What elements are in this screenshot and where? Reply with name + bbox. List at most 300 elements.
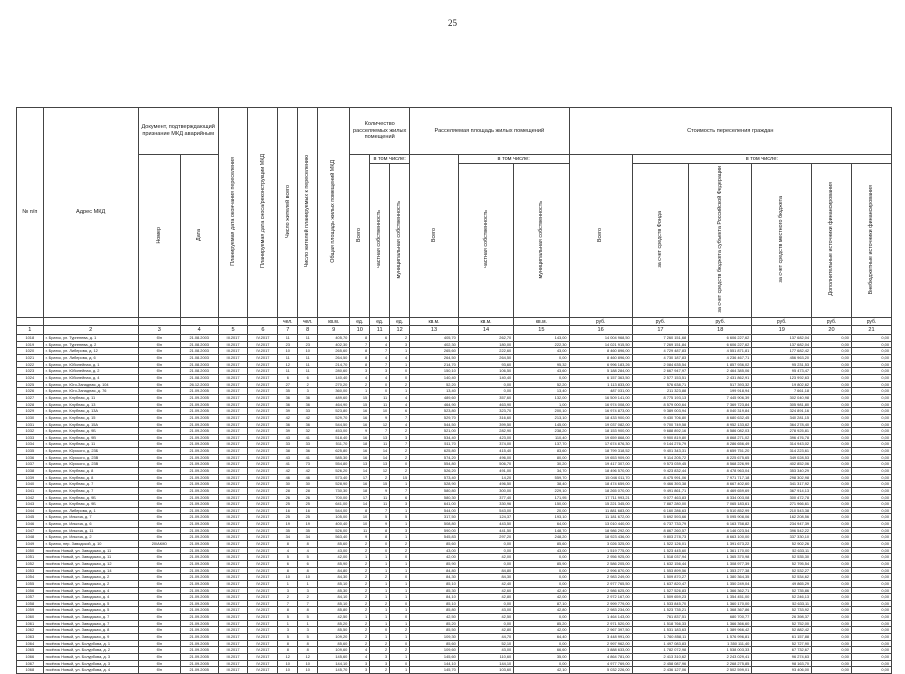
table-cell: III.2017 xyxy=(218,587,248,594)
unit-cell: чел. xyxy=(278,318,298,326)
table-cell: 16 xyxy=(350,454,370,461)
table-cell: 17 xyxy=(350,474,370,481)
table-cell: 506,70 xyxy=(458,461,513,468)
table-cell: 518,40 xyxy=(318,434,350,441)
table-cell: 2 xyxy=(370,640,390,647)
table-cell: IV.2017 xyxy=(248,448,278,455)
table-cell: 4 xyxy=(350,375,370,382)
table-cell: III.2017 xyxy=(218,527,248,534)
table-cell: 1037 xyxy=(17,461,44,468)
table-cell: IV.2017 xyxy=(248,468,278,475)
unit-cell: руб. xyxy=(752,318,812,326)
table-cell: 300 472,78 xyxy=(752,494,812,501)
table-cell: 0,00 xyxy=(812,348,852,355)
table-cell: IV.2017 xyxy=(248,481,278,488)
table-cell: 2 667 947,97 xyxy=(632,368,688,375)
table-cell: 270,20 xyxy=(318,381,350,388)
table-cell: 105,00 xyxy=(318,514,350,521)
table-cell: 544,00 xyxy=(318,507,350,514)
table-header xyxy=(17,108,892,335)
table-cell: 8 659 751,20 xyxy=(689,448,752,455)
table-cell: 0 xyxy=(390,614,410,621)
table-cell: 1 xyxy=(390,607,410,614)
table-cell: 21.09.2005 xyxy=(180,547,218,554)
table-cell: 0,00 xyxy=(514,580,569,587)
table-cell: 28 xyxy=(278,487,298,494)
table-cell: 1064 xyxy=(17,640,44,647)
table-cell: 5 692 593,66 xyxy=(632,514,688,521)
table-cell: 1047 xyxy=(17,527,44,534)
table-cell: 0,00 xyxy=(458,560,513,567)
table-cell: IV.2017 xyxy=(248,507,278,514)
table-cell: 3 026 325,00 xyxy=(569,541,632,548)
table-cell: 1 523 735,21 xyxy=(632,607,688,614)
table-cell: б/н xyxy=(138,653,180,660)
table-cell: 7 xyxy=(390,414,410,421)
table-cell: IV.2017 xyxy=(248,388,278,395)
table-cell: 543,00 xyxy=(458,507,513,514)
table-cell: б/н xyxy=(138,468,180,475)
table-cell: 85,20 xyxy=(318,620,350,627)
table-cell: III.2017 xyxy=(218,501,248,508)
header-cost-incl: в том числе: xyxy=(632,155,891,164)
table-cell: 8 040 319,84 xyxy=(689,408,752,415)
table-cell: 1 391 673,22 xyxy=(689,541,752,548)
table-cell: 19 659 868,00 xyxy=(569,434,632,441)
table-cell: 238,20 xyxy=(514,428,569,435)
table-cell: 9 xyxy=(370,521,390,528)
table-cell: 2 xyxy=(390,647,410,654)
table-cell: 0,00 xyxy=(851,653,891,660)
table-cell: 264,50 xyxy=(458,355,513,362)
table-cell: 1 xyxy=(278,580,298,587)
table-cell: 1 782 072,98 xyxy=(632,647,688,654)
table-cell: г. Братск, ул. Юрского, д. 23В xyxy=(43,461,138,468)
table-cell: 34 xyxy=(278,534,298,541)
table-cell: 8 xyxy=(350,355,370,362)
table-cell: 42,00 xyxy=(318,554,350,561)
table-cell: 43 xyxy=(278,434,298,441)
table-cell: 6 606 227,62 xyxy=(689,341,752,348)
table-cell: 0,00 xyxy=(812,421,852,428)
table-cell: 9 xyxy=(370,487,390,494)
table-cell: 49 865,29 xyxy=(752,580,812,587)
table-cell: 1 xyxy=(390,348,410,355)
table-cell: 1 518 766,33 xyxy=(632,620,688,627)
table-cell: III.2017 xyxy=(218,614,248,621)
table-cell: 85,20 xyxy=(410,620,459,627)
table-cell: 132,00 xyxy=(514,394,569,401)
table-row xyxy=(17,567,892,574)
table-cell: б/н xyxy=(138,547,180,554)
table-cell: 1 xyxy=(390,507,410,514)
table-cell: 21.09.2005 xyxy=(180,481,218,488)
table-cell: б/н xyxy=(138,554,180,561)
table-cell: 1 xyxy=(390,481,410,488)
header-area-total: Всего xyxy=(410,155,459,318)
table-cell: 10 xyxy=(350,521,370,528)
table-cell: 18 474 659,00 xyxy=(569,481,632,488)
table-cell: 402,30 xyxy=(410,341,459,348)
table-cell: 106,50 xyxy=(458,368,513,375)
table-cell: 16 xyxy=(350,448,370,455)
table-cell: 52 735,86 xyxy=(752,587,812,594)
table-row xyxy=(17,614,892,621)
table-cell: 625,80 xyxy=(410,448,459,455)
table-cell: 140,40 xyxy=(318,375,350,382)
table-cell: IV.2017 xyxy=(248,567,278,574)
table-cell: 4 xyxy=(390,421,410,428)
table-cell: 0,00 xyxy=(812,514,852,521)
table-cell: 21.09.2005 xyxy=(180,534,218,541)
table-cell: 8 xyxy=(350,507,370,514)
table-cell: 85,30 xyxy=(318,587,350,594)
table-cell: 2 268 275,85 xyxy=(689,660,752,667)
table-cell: 526,20 xyxy=(410,468,459,475)
table-cell: 0,00 xyxy=(851,481,891,488)
table-cell: 8 868 271,02 xyxy=(689,434,752,441)
table-cell: 95 231,53 xyxy=(752,361,812,368)
table-row xyxy=(17,474,892,481)
table-cell: 0,00 xyxy=(812,660,852,667)
column-number-cell: 7 xyxy=(278,326,298,335)
table-cell: 1 xyxy=(390,534,410,541)
table-cell: 6 xyxy=(298,560,318,567)
table-cell: 4 864 781,00 xyxy=(569,653,632,660)
column-numbers-row xyxy=(17,326,892,335)
table-cell: 9 401 343,31 xyxy=(632,448,688,455)
table-cell: 124,37 xyxy=(458,514,513,521)
table-cell: г. Братск, ул. Ильича, д. 2 xyxy=(43,534,138,541)
table-cell: 2 xyxy=(350,541,370,548)
header-cost-fund: за счет средств Фонда xyxy=(632,164,688,318)
table-cell: 16 xyxy=(298,507,318,514)
table-cell: 26.12.2003 xyxy=(180,381,218,388)
table-cell: 2 464 385,06 xyxy=(689,368,752,375)
table-cell: 0 xyxy=(390,554,410,561)
table-cell: б/н xyxy=(138,640,180,647)
table-cell: 0,00 xyxy=(812,600,852,607)
table-cell: 1025 xyxy=(17,381,44,388)
table-cell: б/н xyxy=(138,368,180,375)
table-cell: 36 xyxy=(278,394,298,401)
table-cell: 46 xyxy=(278,474,298,481)
table-cell: 8 952 133,62 xyxy=(689,421,752,428)
table-cell: 1065 xyxy=(17,647,44,654)
table-cell: 1036 xyxy=(17,454,44,461)
table-cell: б/н xyxy=(138,454,180,461)
table-cell: г. Братск, ул. Клубная, д. 9Б xyxy=(43,428,138,435)
table-cell: 1 518 037,94 xyxy=(632,554,688,561)
table-cell: 84,80 xyxy=(410,567,459,574)
table-cell: 2 xyxy=(350,567,370,574)
table-cell: 2 xyxy=(350,587,370,594)
table-cell: 0,00 xyxy=(812,640,852,647)
table-cell: 580,80 xyxy=(410,487,459,494)
table-cell: III.2017 xyxy=(218,547,248,554)
table-cell: 0,00 xyxy=(851,428,891,435)
page-number: 25 xyxy=(448,18,457,28)
table-cell: 5 xyxy=(298,634,318,641)
table-cell: 0,00 xyxy=(812,341,852,348)
table-cell: 8 680 632,45 xyxy=(689,414,752,421)
table-cell: 52,20 xyxy=(514,381,569,388)
table-cell: 0,00 xyxy=(812,594,852,601)
table-cell: III.2017 xyxy=(218,355,248,362)
table-cell: III.2017 xyxy=(218,494,248,501)
table-cell: 330,96 xyxy=(458,501,513,508)
unit-cell: кв.м. xyxy=(410,318,459,326)
table-cell: IV.2017 xyxy=(248,534,278,541)
table-cell: 85,60 xyxy=(410,640,459,647)
table-cell: 9 xyxy=(370,414,390,421)
table-cell: б/н xyxy=(138,388,180,395)
table-cell: 4 xyxy=(370,355,390,362)
table-cell: г. Братск, ул. Юго-Западная, д. 104 xyxy=(43,381,138,388)
table-cell: 2 xyxy=(370,574,390,581)
table-cell: 1 366 362,71 xyxy=(689,587,752,594)
table-cell: 52 795,54 xyxy=(752,560,812,567)
table-cell: 1051 xyxy=(17,554,44,561)
table-cell: 1044 xyxy=(17,507,44,514)
table-cell: 21.09.2005 xyxy=(180,421,218,428)
table-cell: 21.09.2005 xyxy=(180,461,218,468)
table-cell: б/н xyxy=(138,514,180,521)
table-cell: 1 xyxy=(298,580,318,587)
table-cell: III.2017 xyxy=(218,567,248,574)
header-rooms-group: Количество расселяемых жилых помещений xyxy=(350,108,410,155)
table-cell: 38,40 xyxy=(514,481,569,488)
table-cell: 25 xyxy=(298,501,318,508)
table-cell: б/н xyxy=(138,594,180,601)
table-cell: 21.09.2005 xyxy=(180,560,218,567)
column-number-cell: 3 xyxy=(138,326,180,335)
table-row xyxy=(17,394,892,401)
table-row xyxy=(17,507,892,514)
table-cell: 42,40 xyxy=(514,587,569,594)
table-cell: посёлок Новый, ул. Заводская, д. 5 xyxy=(43,607,138,614)
column-number-cell: 6 xyxy=(248,326,278,335)
table-cell: III.2017 xyxy=(218,414,248,421)
table-cell: 1 xyxy=(390,587,410,594)
table-cell: 84,80 xyxy=(458,567,513,574)
table-cell: б/н xyxy=(138,441,180,448)
table-cell: 2 243 029,41 xyxy=(689,653,752,660)
table-cell: 1 553 899,56 xyxy=(632,567,688,574)
table-cell: б/н xyxy=(138,501,180,508)
table-cell: 12 xyxy=(278,653,298,660)
table-cell: 2 xyxy=(390,547,410,554)
table-cell: 324 891,16 xyxy=(752,408,812,415)
table-cell: 42,00 xyxy=(514,627,569,634)
table-cell: 0,00 xyxy=(812,388,852,395)
table-cell: 2 xyxy=(350,594,370,601)
table-row xyxy=(17,560,892,567)
table-cell: г. Братск, ул. Юбилейная, д. 2 xyxy=(43,368,138,375)
table-cell: 7 661,18 xyxy=(752,388,812,395)
table-cell: 3 xyxy=(390,341,410,348)
table-cell: 8 568 226,99 xyxy=(689,461,752,468)
header-number: № п/п xyxy=(17,108,44,318)
table-cell: 21.09.2005 xyxy=(180,388,218,395)
table-cell: 41 xyxy=(278,461,298,468)
table-cell: б/н xyxy=(138,434,180,441)
table-cell: 1 576 996,81 xyxy=(689,634,752,641)
table-cell: 21.08.2003 xyxy=(180,341,218,348)
table-cell: 8 286 656,49 xyxy=(689,441,752,448)
table-cell: 590,00 xyxy=(410,527,459,534)
table-cell: 15 221 345,00 xyxy=(569,501,632,508)
header-doc-date: Дата xyxy=(180,155,218,318)
table-cell: 0,00 xyxy=(812,375,852,382)
table-cell: 1052 xyxy=(17,560,44,567)
table-cell: 21.09.2005 xyxy=(180,474,218,481)
table-cell: 32 xyxy=(298,428,318,435)
table-cell: 42,80 xyxy=(458,594,513,601)
table-cell: 52 246,13 xyxy=(752,594,812,601)
table-cell: 0,00 xyxy=(851,474,891,481)
table-cell: 0,00 xyxy=(851,507,891,514)
table-cell: 52,20 xyxy=(410,381,459,388)
table-cell: 1053 xyxy=(17,567,44,574)
table-cell: б/н xyxy=(138,521,180,528)
table-cell: 9 430 706,80 xyxy=(632,414,688,421)
table-cell: 9 803 278,73 xyxy=(632,534,688,541)
table-cell: 95 473,47 xyxy=(752,368,812,375)
table-cell: 0,00 xyxy=(812,454,852,461)
table-row xyxy=(17,355,892,362)
table-cell: 21.09.2005 xyxy=(180,494,218,501)
table-cell: 52 752,00 xyxy=(752,620,812,627)
table-cell: 353 340,29 xyxy=(752,468,812,475)
table-cell: посёлок Новый, ул. Болурбова, д. 1 xyxy=(43,640,138,647)
table-cell: 30 xyxy=(278,481,298,488)
table-cell: 98 163,70 xyxy=(752,660,812,667)
table-cell: г. Братск, ул. Юго-Западная, д. 76 xyxy=(43,388,138,395)
table-cell: 0,00 xyxy=(812,667,852,674)
table-cell: посёлок Новый, ул. Заводская, д. 2 xyxy=(43,574,138,581)
table-cell: 137,70 xyxy=(514,441,569,448)
table-cell: г. Братск, ул. Клубная, д. 9Б xyxy=(43,501,138,508)
table-cell: 1 527 526,83 xyxy=(632,587,688,594)
table-cell: 6 157 363,50 xyxy=(569,375,632,382)
table-cell: 464,90 xyxy=(410,401,459,408)
table-cell: 1041 xyxy=(17,487,44,494)
table-cell: 2 971 520,00 xyxy=(569,620,632,627)
table-cell: 1031 xyxy=(17,421,44,428)
table-cell: 7 xyxy=(370,507,390,514)
table-cell: 16 xyxy=(350,421,370,428)
table-cell: 5 xyxy=(298,554,318,561)
table-cell: 42,60 xyxy=(458,587,513,594)
table-cell: 1 350 111,40 xyxy=(689,640,752,647)
table-cell: 489,60 xyxy=(318,394,350,401)
table-cell: г. Братск, ул. Ильича, д. 7 xyxy=(43,514,138,521)
table-cell: IV.2017 xyxy=(248,600,278,607)
column-number-cell: 1 xyxy=(17,326,44,335)
table-cell: 0,00 xyxy=(851,448,891,455)
table-cell: 6 xyxy=(278,560,298,567)
table-cell: 2 xyxy=(390,541,410,548)
table-cell: б/н xyxy=(138,587,180,594)
table-cell: 487 031,00 xyxy=(569,388,632,395)
table-cell: III.2017 xyxy=(218,421,248,428)
column-number-cell: 9 xyxy=(318,326,350,335)
table-cell: 21.09.2005 xyxy=(180,514,218,521)
table-cell: 9 900 819,80 xyxy=(632,434,688,441)
table-cell: 214,70 xyxy=(318,361,350,368)
table-cell: 0,00 xyxy=(812,547,852,554)
table-cell: 0,00 xyxy=(812,408,852,415)
table-cell: 143,00 xyxy=(514,335,569,342)
table-cell: 11 181 672,00 xyxy=(569,514,632,521)
table-cell: 0 xyxy=(390,368,410,375)
table-cell: 10 xyxy=(278,667,298,674)
table-cell: 761 837,51 xyxy=(632,614,688,621)
table-cell: 64,00 xyxy=(514,521,569,528)
table-cell: 21.09.2005 xyxy=(180,594,218,601)
table-row xyxy=(17,454,892,461)
table-cell: 528,90 xyxy=(318,481,350,488)
table-cell: 1066 xyxy=(17,653,44,660)
table-cell: посёлок Новый, ул. Болурбова, д. 2 xyxy=(43,647,138,654)
table-cell: III.2017 xyxy=(218,394,248,401)
table-cell: 16 xyxy=(350,434,370,441)
table-cell: 4 xyxy=(350,653,370,660)
table-cell: 0,00 xyxy=(851,394,891,401)
table-cell: посёлок Новый, ул. Заводская, д. 7 xyxy=(43,620,138,627)
table-cell: 7 xyxy=(350,341,370,348)
table-cell: 1049 xyxy=(17,541,44,548)
table-cell: 496,50 xyxy=(458,481,513,488)
table-cell: б/н xyxy=(138,494,180,501)
table-cell: 9 700 749,58 xyxy=(632,421,688,428)
table-cell: 234 947,39 xyxy=(752,521,812,528)
table-cell: 85,60 xyxy=(318,541,350,548)
table-cell: 4 xyxy=(298,547,318,554)
table-cell: 9 114 205,72 xyxy=(632,454,688,461)
table-cell: 85,10 xyxy=(318,600,350,607)
table-cell: б/н xyxy=(138,414,180,421)
table-cell: 585,30 xyxy=(318,454,350,461)
table-cell: 85,10 xyxy=(410,580,459,587)
table-cell: 13,40 xyxy=(410,388,459,395)
table-cell: IV.2017 xyxy=(248,434,278,441)
header-area-municipal: муниципальная собственность xyxy=(514,164,569,318)
table-cell: б/н xyxy=(138,401,180,408)
table-cell: 0,00 xyxy=(851,441,891,448)
table-cell: 523,80 xyxy=(410,408,459,415)
table-cell: III.2017 xyxy=(218,341,248,348)
table-cell: 1 509 870,27 xyxy=(632,574,688,581)
table-cell: 26 xyxy=(278,494,298,501)
table-cell: 0,00 xyxy=(851,534,891,541)
table-cell: 4 729 487,83 xyxy=(632,348,688,355)
table-cell: 80,00 xyxy=(514,454,569,461)
table-row xyxy=(17,494,892,501)
table-cell: IV.2017 xyxy=(248,667,278,674)
table-cell: 0,00 xyxy=(851,527,891,534)
table-cell: 10 xyxy=(298,660,318,667)
table-cell: 0 xyxy=(390,574,410,581)
table-cell: посёлок Новый, ул. Заводская, д. 5 xyxy=(43,600,138,607)
table-cell: 21.09.2005 xyxy=(180,507,218,514)
header-document-group: Документ, подтверждающий признание МКД аварийным xyxy=(138,108,218,155)
table-cell: 7 xyxy=(278,600,298,607)
table-cell: 1061 xyxy=(17,620,44,627)
table-cell: 248,20 xyxy=(514,534,569,541)
table-cell: III.2017 xyxy=(218,348,248,355)
